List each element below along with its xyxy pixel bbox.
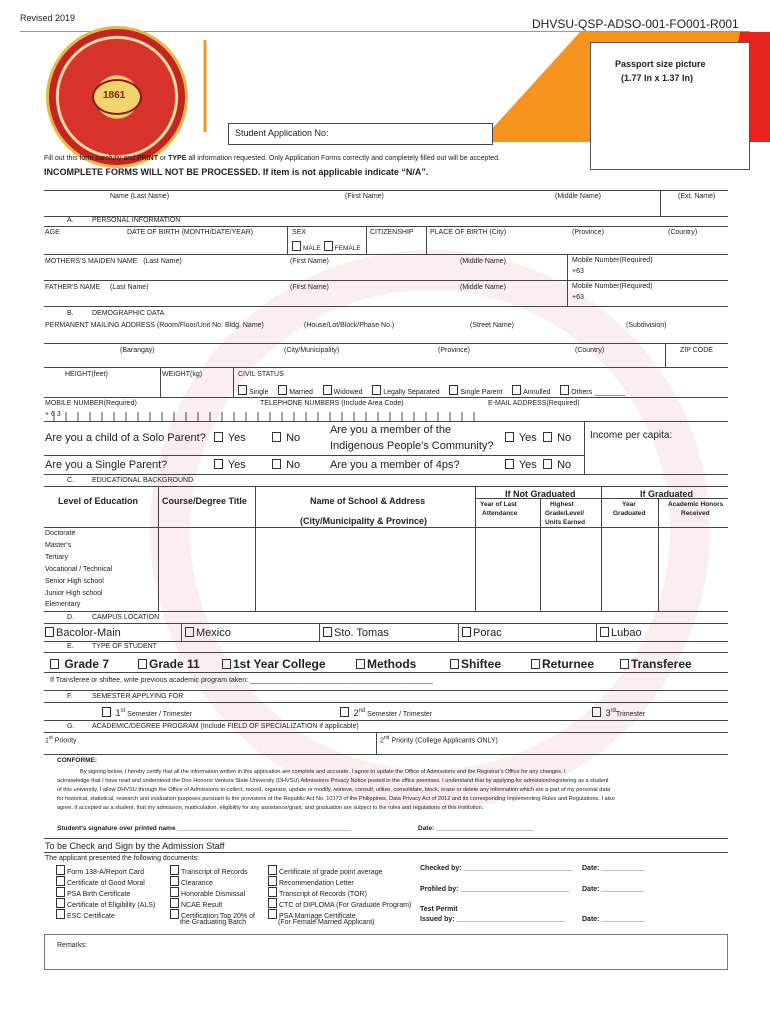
others-checkbox[interactable] <box>560 385 569 395</box>
university-seal <box>46 26 188 168</box>
single-parent-checkbox[interactable] <box>449 385 458 395</box>
conforme-line-5: agree, if accepted as a student, that my admission, matriculation, eligibility for any assistance/grant, and graduation are subject to the rules and regulations of this institution. <box>57 805 484 811</box>
digit-boxes[interactable] <box>44 408 728 422</box>
mother-middle-label: (Middle Name) <box>460 258 506 265</box>
grade11-checkbox[interactable] <box>138 659 147 669</box>
conforme-line-4: for historical, statistical, research and evaluation purposes pursuant to the provisions of the Republic Act No. 10173 of the Philippines, Data Privacy Act of 2012 and its corresponding Implementing Rules and Regulations. I also <box>57 796 615 802</box>
solo-no-checkbox[interactable] <box>272 432 281 442</box>
indigenous-yes-checkbox[interactable] <box>505 432 514 442</box>
campus-bacolor[interactable]: Bacolor-Main <box>45 627 121 639</box>
single-checkbox[interactable] <box>238 385 247 395</box>
list-item[interactable]: Form 138-A/Report Card <box>56 865 144 876</box>
single-yes-option[interactable]: Yes <box>214 459 246 471</box>
transferee-checkbox[interactable] <box>620 659 629 669</box>
list-item: Tertiary <box>45 554 68 561</box>
highest-header-3: Units Earned <box>545 519 586 526</box>
bacolor-checkbox[interactable] <box>45 627 54 637</box>
section-f-title: SEMESTER APPLYING FOR <box>92 693 184 700</box>
type-shiftee[interactable]: Shiftee <box>450 657 501 671</box>
remarks-label: Remarks: <box>57 942 87 949</box>
section-d-title: CAMPUS LOCATION <box>92 614 160 621</box>
sto-tomas-checkbox[interactable] <box>323 627 332 637</box>
lubao-checkbox[interactable] <box>600 627 609 637</box>
middle-name-label: (Middle Name) <box>555 193 601 200</box>
address-label: PERMANENT MAILING ADDRESS (Room/Floor/Unit No. Bldg. Name) <box>45 322 264 329</box>
list-item[interactable]: Transcript of Records (TOR) <box>268 887 367 898</box>
first-priority-label[interactable]: 1st Priority <box>45 735 77 745</box>
first-name-label: (First Name) <box>345 193 384 200</box>
street-label: (Street Name) <box>470 322 514 329</box>
first-semester-option[interactable]: 1st Semester / Trimester <box>102 707 192 718</box>
section-a-title: PERSONAL INFORMATION <box>92 217 181 224</box>
test-permit-field[interactable]: Issued by: ____________________________ <box>420 916 566 923</box>
checked-date-field[interactable]: Date: ___________ <box>582 865 645 872</box>
conforme-line-1: By signing below, I hereby certify that all the information written in this application are complete and accurate. I agree to update the Office of Admissions and the Registrar's Office for any changes. I <box>80 769 566 775</box>
third-trimester-option[interactable]: 3rdTrimester <box>592 707 645 718</box>
4ps-no-option[interactable]: No <box>543 459 571 471</box>
type-methods[interactable]: Methods <box>356 657 416 671</box>
mother-mobile-prefix: +63 <box>572 268 584 275</box>
father-mobile-prefix: +63 <box>572 294 584 301</box>
list-item[interactable]: PSA Birth Certificate <box>56 887 130 898</box>
country-label: (Country) <box>575 347 605 354</box>
4ps-yes-checkbox[interactable] <box>505 459 514 469</box>
student-application-no-label: Student Application No: <box>235 128 329 138</box>
highest-header-2: Grade/Level/ <box>545 510 585 517</box>
single-no-checkbox[interactable] <box>272 459 281 469</box>
age-label: AGE <box>45 229 60 236</box>
solo-no-option[interactable]: No <box>272 432 300 444</box>
list-item[interactable]: NCAE Result <box>170 898 222 909</box>
mobile-label: MOBILE NUMBER(Required) <box>45 400 137 407</box>
type-grade11[interactable]: Grade 11 <box>138 657 200 671</box>
conforme-line-3: of this university, I allow DHVSU through the Office of Admissions to collect, record, organize, update or modify, retrieve, consult, utilize, consolidate, block, erase or delete any information which are a part of my personal data <box>57 787 611 793</box>
test-permit-date-field[interactable]: Date: ___________ <box>582 916 645 923</box>
conforme-date-field[interactable]: Date: ___________________________ <box>418 825 534 832</box>
grade7-checkbox[interactable] <box>50 659 59 669</box>
type-transferee[interactable]: Transferee <box>620 657 692 671</box>
year-grad-header-1: Year <box>622 501 636 508</box>
father-mobile-label: Mobile Number(Required) <box>572 283 653 290</box>
pob-country-label: (Country) <box>668 229 698 236</box>
form-code: DHVSU-QSP-ADSO-001-FO001-R001 <box>532 17 739 31</box>
first-year-checkbox[interactable] <box>222 659 231 669</box>
campus-lubao[interactable]: Lubao <box>600 627 642 639</box>
telephone-label: TELEPHONE NUMBERS (Include Area Code) <box>260 400 404 407</box>
mother-mobile-label: Mobile Number(Required) <box>572 257 653 264</box>
list-item: Senior High school <box>45 578 104 585</box>
list-item: Junior High school <box>45 590 103 597</box>
widowed-checkbox[interactable] <box>323 385 332 395</box>
list-item[interactable]: Honorable Dismissal <box>170 887 245 898</box>
indigenous-yes-option[interactable]: Yes <box>505 432 537 444</box>
solo-yes-option[interactable]: Yes <box>214 432 246 444</box>
school-header-1: Name of School & Address <box>310 496 426 506</box>
q-indigenous-1: Are you a member of the <box>330 424 452 436</box>
shiftee-checkbox[interactable] <box>450 659 459 669</box>
year-last-header-2: Attendance <box>482 510 518 517</box>
first-semester-checkbox[interactable] <box>102 707 111 717</box>
type-grade7[interactable]: Grade 7 <box>50 657 109 671</box>
single-no-option[interactable]: No <box>272 459 300 471</box>
list-item[interactable]: PSA Marriage Certificate <box>268 909 356 920</box>
solo-yes-checkbox[interactable] <box>214 432 223 442</box>
list-item: Vocational / Technical <box>45 566 113 573</box>
subdivision-label: (Subdivision) <box>626 322 667 329</box>
campus-porac[interactable]: Porac <box>462 627 502 639</box>
second-semester-option[interactable]: 2nd Semester / Trimester <box>340 707 432 718</box>
student-application-no-field[interactable] <box>228 123 493 145</box>
staff-presented: The applicant presented the following documents: <box>45 855 200 862</box>
year-last-header-1: Year of Last <box>480 501 517 508</box>
year-grad-header-2: Graduated <box>613 510 646 517</box>
passport-label: Passport size picture <box>615 59 706 69</box>
conforme-line-2: acknowledge that I have read and understood the Don Honorio Ventura State University (DHVSU) Admissions Privacy Notice posted in the office premises. I understand that by applying for admission/registering as a student <box>57 778 609 784</box>
pob-label: PLACE OF BIRTH (City) <box>430 229 507 236</box>
type-returnee[interactable]: Returnee <box>531 657 594 671</box>
last-name-label: Name (Last Name) <box>110 193 170 200</box>
female-checkbox[interactable] <box>324 241 333 251</box>
passport-photo-box[interactable] <box>590 42 750 170</box>
level-header: Level of Education <box>58 496 139 506</box>
name-input[interactable] <box>44 202 660 216</box>
list-item[interactable]: CTC of DIPLOMA (For Graduate Program) <box>268 898 411 909</box>
zip-label: ZIP CODE <box>680 347 713 354</box>
mexico-checkbox[interactable] <box>185 627 194 637</box>
height-label: HEIGHT(feet) <box>65 371 108 378</box>
profiled-date-field[interactable]: Date: ___________ <box>582 886 645 893</box>
father-middle-label: (Middle Name) <box>460 284 506 291</box>
not-grad-header: If Not Graduated <box>505 489 576 499</box>
campus-mexico[interactable]: Mexico <box>185 627 231 639</box>
type-1st-year[interactable]: 1st Year College <box>222 657 326 671</box>
previous-program-field[interactable]: If Transferee or shiftee, write previous academic program taken: _______________________________________________ <box>50 677 433 684</box>
annulled-checkbox[interactable] <box>512 385 521 395</box>
sex-label: SEX <box>292 229 307 236</box>
list-item[interactable]: Certificate of grade point average <box>268 865 383 876</box>
section-g-title: ACADEMIC/DEGREE PROGRAM (Include FIELD OF SPECIALIZATION if applicable) <box>92 723 359 730</box>
4ps-yes-option[interactable]: Yes <box>505 459 537 471</box>
profiled-by-field[interactable]: Profiled by: ____________________________ <box>420 886 570 893</box>
passport-size: (1.77 In x 1.37 In) <box>621 73 694 83</box>
campus-sto-tomas[interactable]: Sto. Tomas <box>323 627 389 639</box>
school-header-2: (City/Municipality & Province) <box>300 516 428 526</box>
honors-header-1: Academic Honors <box>668 501 724 508</box>
income-input[interactable] <box>586 423 726 473</box>
list-item: the Graduating Batch <box>180 919 247 926</box>
list-item: Doctorate <box>45 530 76 537</box>
course-header: Course/Degree Title <box>162 496 247 506</box>
barangay-label: (Barangay) <box>120 347 155 354</box>
single-yes-checkbox[interactable] <box>214 459 223 469</box>
civil-status-options: Single Married Widowed Legally Separated Single Parent Annulled Others ________ <box>238 385 625 396</box>
q-indigenous-2: Indigenous People's Community? <box>330 440 494 452</box>
list-item[interactable]: ESC Certificate <box>56 909 115 920</box>
citizenship-label: CITIZENSHIP <box>370 229 414 236</box>
section-b-title: DEMOGRAPHIC DATA <box>92 310 165 317</box>
form-name: APPLICATION FORM <box>225 108 335 120</box>
staff-title: To be Check and Sign by the Admission Staff <box>45 841 225 851</box>
q-solo-parent: Are you a child of a Solo Parent? <box>45 432 206 444</box>
grad-header: If Graduated <box>640 489 694 499</box>
instruction-line-1: Fill out this form carefully and PRINT or TYPE all information requested. Only Application Forms correctly and completely filled out will be accepted. <box>44 155 501 162</box>
indigenous-no-checkbox[interactable] <box>543 432 552 442</box>
methods-checkbox[interactable] <box>356 659 365 669</box>
province-label: (Province) <box>438 347 470 354</box>
dob-label: DATE OF BIRTH (MONTH/DATE/YEAR) <box>127 229 254 236</box>
second-semester-checkbox[interactable] <box>340 707 349 717</box>
remarks-box[interactable] <box>44 934 728 970</box>
q-single-parent: Are you a Single Parent? <box>45 459 168 471</box>
office-title: OFFICE OF ADMISSIONS <box>225 74 493 99</box>
pob-province-label: (Province) <box>572 229 604 236</box>
civil-status-label: CIVIL STATUS <box>238 371 284 378</box>
test-permit-label: Test Permit <box>420 906 458 913</box>
ext-name-label: (Ext. Name) <box>678 193 716 200</box>
list-item[interactable]: Certificate of Eligibility (ALS) <box>56 898 155 909</box>
list-item[interactable]: Clearance <box>170 876 213 887</box>
q-4ps: Are you a member of 4ps? <box>330 459 460 471</box>
section-c-title: EDUCATIONAL BACKGROUND <box>92 477 194 484</box>
list-item[interactable]: Recommendation Letter <box>268 876 354 887</box>
list-item: (For Female Married Applicant) <box>278 919 375 926</box>
list-item[interactable]: Certificate of Good Moral <box>56 876 145 887</box>
legally-separated-checkbox[interactable] <box>372 385 381 395</box>
list-item[interactable]: Certification:Top 20% of <box>170 909 255 920</box>
seal-year: 1861 <box>103 90 126 101</box>
4ps-no-checkbox[interactable] <box>543 459 552 469</box>
revised-label: Revised 2019 <box>20 13 76 23</box>
mobile-prefix: + 6 3 <box>45 411 61 418</box>
sex-options: MALE FEMALE <box>292 241 361 252</box>
highest-header-1: Highest <box>550 501 574 508</box>
honors-header-2: Received <box>681 510 710 517</box>
returnee-checkbox[interactable] <box>531 659 540 669</box>
section-e-title: TYPE OF STUDENT <box>92 643 157 650</box>
conforme-title: CONFORME: <box>57 757 98 764</box>
list-item: Master's <box>45 542 72 549</box>
male-checkbox[interactable] <box>292 241 301 251</box>
income-label: Income per capita: <box>590 430 673 441</box>
email-label: E-MAIL ADDRESS(Required) <box>488 400 580 407</box>
checked-by-field[interactable]: Checked by: ____________________________ <box>420 865 573 872</box>
list-item: Elementary <box>45 601 81 608</box>
porac-checkbox[interactable] <box>462 627 471 637</box>
father-label: FATHER'S NAME (Last Name) <box>45 284 149 291</box>
second-priority-label[interactable]: 2nd Priority (College Applicants ONLY) <box>380 735 498 745</box>
mother-label: MOTHERS'S MAIDEN NAME (Last Name) <box>45 258 182 265</box>
third-trimester-checkbox[interactable] <box>592 707 601 717</box>
indigenous-no-option[interactable]: No <box>543 432 571 444</box>
married-checkbox[interactable] <box>278 385 287 395</box>
weight-label: WEIGHT(kg) <box>162 371 203 378</box>
instruction-line-2: INCOMPLETE FORMS WILL NOT BE PROCESSED. If item is not applicable indicate “N/A”. <box>44 167 429 177</box>
signature-field[interactable]: Student's signature over printed name ________________________________________________ <box>57 825 351 832</box>
list-item[interactable]: Transcript of Records <box>170 865 248 876</box>
father-first-label: (First Name) <box>290 284 329 291</box>
mother-first-label: (First Name) <box>290 258 329 265</box>
city-label: (City/Municipality) <box>284 347 340 354</box>
house-label: (House/Lot/Block/Phase No.) <box>304 322 395 329</box>
